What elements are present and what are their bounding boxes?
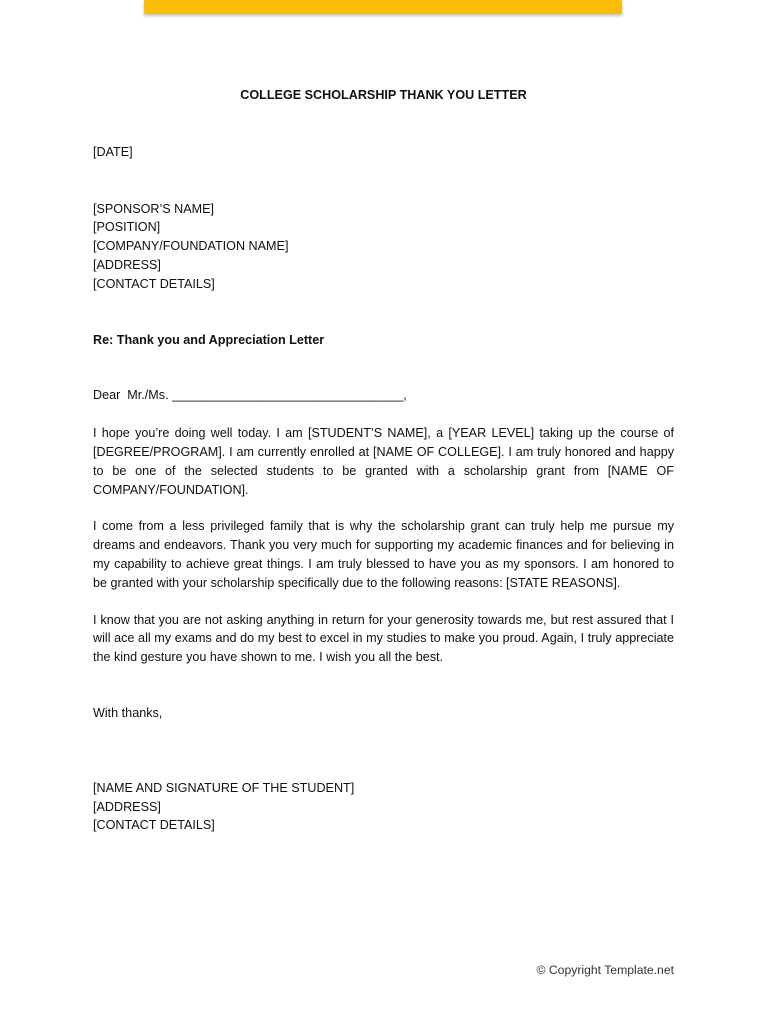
salutation: Dear Mr./Ms. _________________________________, [93, 388, 407, 403]
recipient-company: [COMPANY/FOUNDATION NAME] [93, 239, 289, 254]
header-accent-bar [144, 0, 622, 14]
date-line: [DATE] [93, 144, 133, 159]
body-paragraph-1: I hope you’re doing well today. I am [STUDENT’S NAME], a [YEAR LEVEL] taking up the course of [DEGREE/PROGRAM]. I am currently enrolled at [NAME OF COLLEGE]. I am truly honored and happy to be one of the selected students to be granted with a scholarship grant from [NAME OF COMPANY/FOUNDATION]. [93, 426, 674, 497]
body-paragraph-3: I know that you are not asking anything in return for your generosity towards me, but rest assured that I will ace all my exams and do my best to excel in my studies to make you proud. Again, I truly appreciate the kind gesture you have shown to me. I wish you all the best. [93, 612, 674, 665]
letter-page [93, 86, 674, 835]
signature-name: [NAME AND SIGNATURE OF THE STUDENT] [93, 780, 355, 795]
signature-address: [ADDRESS] [93, 799, 161, 814]
recipient-block [93, 200, 674, 294]
recipient-position: [POSITION] [93, 220, 161, 235]
body-paragraph-2: I come from a less privileged family that is why the scholarship grant can truly help me pursue my dreams and endeavors. Thank you very much for supporting my academic finances and for believing in my capability to achieve great things. I am truly blessed to have you as my sponsors. I am honored to be granted with your scholarship specifically due to the following reasons: [STATE REASONS]. [93, 519, 674, 590]
copyright-footer: © Copyright Template.net [536, 963, 674, 977]
signature-contact: [CONTACT DETAILS] [93, 818, 215, 833]
signature-block [93, 779, 674, 835]
recipient-contact: [CONTACT DETAILS] [93, 276, 215, 291]
subject-line: Re: Thank you and Appreciation Letter [93, 332, 325, 347]
recipient-address: [ADDRESS] [93, 257, 161, 272]
document-title: COLLEGE SCHOLARSHIP THANK YOU LETTER [240, 88, 527, 102]
recipient-name: [SPONSOR’S NAME] [93, 201, 215, 216]
closing-line: With thanks, [93, 705, 163, 720]
